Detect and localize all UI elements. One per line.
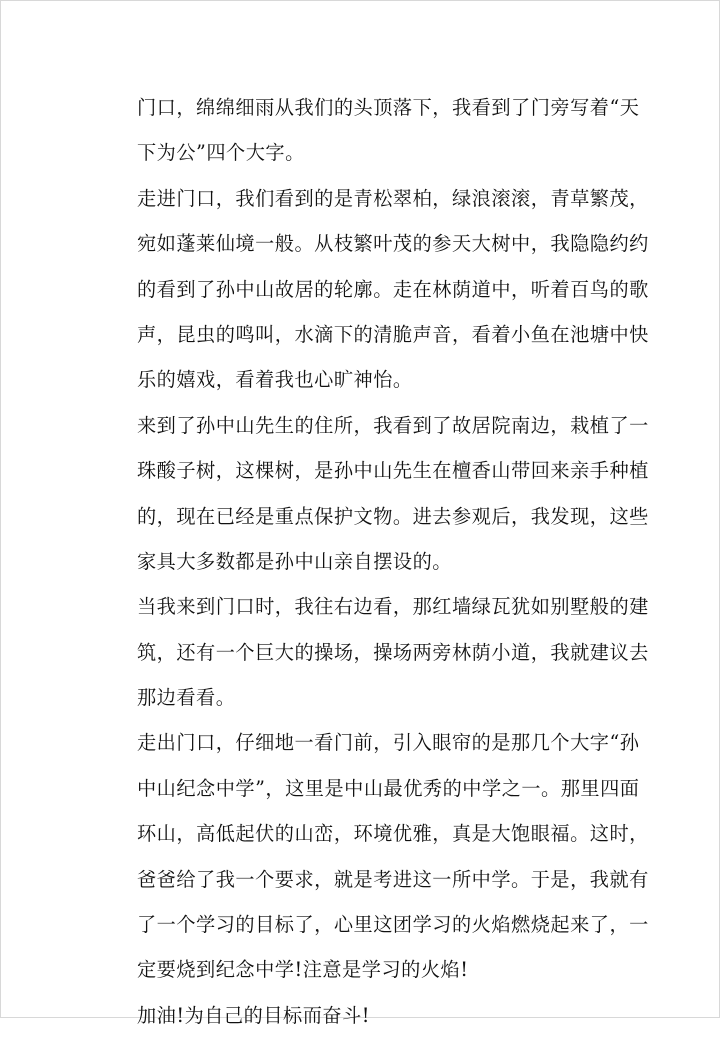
text-line: 了一个学习的目标了，心里这团学习的火焰燃烧起来了，一 [137, 913, 649, 937]
text-line: 环山，高低起伏的山峦，环境优雅，真是大饱眼福。这时， [137, 822, 649, 846]
text-line: 下为公”四个大字。 [137, 141, 305, 165]
text-line: 的，现在已经是重点保护文物。进去参观后，我发现，这些 [137, 504, 649, 528]
text-line: 的看到了孙中山故居的轮廓。走在林荫道中，听着百鸟的歌 [137, 277, 649, 301]
text-line: 爸爸给了我一个要求，就是考进这一所中学。于是，我就有 [137, 867, 649, 891]
text-line: 加油!为自己的目标而奋斗! [137, 1003, 370, 1027]
text-line: 定要烧到纪念中学!注意是学习的火焰! [137, 958, 469, 982]
text-line: 那边看看。 [137, 686, 236, 710]
text-line: 宛如蓬莱仙境一般。从枝繁叶茂的参天大树中，我隐隐约约 [137, 232, 649, 256]
text-line: 走进门口，我们看到的是青松翠柏，绿浪滚滚，青草繁茂， [137, 186, 649, 210]
text-line: 门口，绵绵细雨从我们的头顶落下，我看到了门旁写着“天 [137, 96, 640, 119]
text-line: 当我来到门口时，我往右边看，那红墙绿瓦犹如别墅般的建 [137, 595, 649, 619]
document-body [137, 85, 649, 1038]
text-line: 来到了孙中山先生的住所，我看到了故居院南边，栽植了一 [137, 413, 649, 437]
text-line: 筑，还有一个巨大的操场，操场两旁林荫小道，我就建议去 [137, 640, 649, 664]
text-line: 中山纪念中学”，这里是中山最优秀的中学之一。那里四面 [137, 776, 640, 800]
text-line: 声，昆虫的鸣叫，水滴下的清脆声音，看着小鱼在池塘中快 [137, 322, 649, 346]
text-line: 乐的嬉戏，看着我也心旷神怡。 [137, 368, 413, 392]
text-line: 家具大多数都是孙中山亲自摆设的。 [137, 549, 452, 573]
text-line: 珠酸子树，这棵树，是孙中山先生在檀香山带回来亲手种植 [137, 459, 649, 483]
text-line: 走出门口，仔细地一看门前，引入眼帘的是那几个大字“孙 [137, 731, 640, 755]
